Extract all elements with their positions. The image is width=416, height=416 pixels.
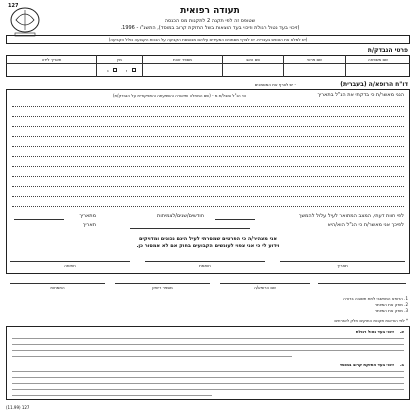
note-3: 3. מחק את המיותר bbox=[374, 308, 408, 313]
col-surname: שם משפחה bbox=[367, 57, 389, 62]
declaration-line-2: וידוע לי כי אני צפוי לעונשים הקבועים בחוק אם לא אמסור כן. bbox=[136, 243, 280, 249]
fill-instruction: (יש למלא את הטופס בעברית. יש לצרף מסמכים המעידים עליהם מבוססת הקביעה על הנכות הקבועה כולל הקביעה) bbox=[108, 37, 308, 42]
stamp-label: חותמת bbox=[199, 263, 211, 268]
form-number: 127 bbox=[8, 3, 19, 9]
id-number-field[interactable] bbox=[144, 64, 221, 76]
emblem-icon bbox=[8, 6, 42, 38]
col-gender: מין bbox=[117, 57, 122, 62]
col-birth-date: תאריך לידה bbox=[41, 57, 62, 62]
page-title: תעודה רפואית bbox=[180, 6, 240, 16]
para-b-title: ב. bbox=[400, 362, 404, 367]
birth-date-field[interactable] bbox=[8, 64, 95, 76]
subtitle-law: (זיכוי בעד נטול רגולת וזיכוי בעד הוצאות בשל החזקת קרוב במוסד), התשנ"ו - 1996. bbox=[120, 25, 300, 31]
patient-section-heading: פרטי הנבדק/ת bbox=[367, 47, 408, 54]
signature-label: חתימה bbox=[64, 263, 76, 268]
declaration-line-1: אני מצהיר/ה כי הפרטים שמסרתי לעיל הינם נכונים ומדויקים bbox=[138, 236, 278, 242]
duration-options: חודשים/שנים/לצמיתות bbox=[157, 213, 204, 219]
license-label: מספר רישיון bbox=[152, 285, 173, 290]
col-first-name: שם פרטי bbox=[306, 57, 322, 62]
confirmation-statement: לפיכך אני מאשר/ת כי הנ"ל הוא/היא bbox=[327, 222, 404, 228]
father-name-field[interactable] bbox=[224, 64, 282, 76]
form-code: (11.99) 127 bbox=[6, 405, 30, 410]
exam-statement: הנני מאשר/ת כי בדקתי את הנ"ל בתאריך bbox=[317, 92, 404, 98]
condition-statement: וכי הנ"ל סובל/ת מ - (שם המחלה ותיאורה והשפעתה והתפקודית על הנבדק/ת) bbox=[112, 93, 246, 98]
specialty-label: התמחות bbox=[50, 285, 65, 290]
from-date-label: מתאריך bbox=[79, 213, 96, 219]
doctor-section-heading: דו"ח הרופא/ה (בעברית) bbox=[340, 81, 408, 88]
col-father-name: שם האב bbox=[245, 57, 261, 62]
gender-male-checkbox[interactable] bbox=[132, 68, 136, 72]
date-label: תאריך bbox=[337, 263, 348, 268]
para-b-heading: זיכוי בעד החזקת קרוב במוסד bbox=[339, 362, 394, 367]
gender-female-label: נ bbox=[107, 68, 109, 73]
doctor-section-note: - יש לצרף את המסמכים bbox=[254, 82, 296, 87]
gender-male-label: ז bbox=[126, 68, 128, 73]
surname-field[interactable] bbox=[347, 64, 409, 76]
confirmation-date-label: תאריך bbox=[82, 222, 96, 228]
doctor-name-label: שם הרופא/ה bbox=[254, 285, 276, 290]
condition-description-field[interactable] bbox=[12, 98, 404, 208]
subtitle-regulation: שטופס זה לפי תקנה 2 לתקנות מס הכנסה bbox=[164, 18, 256, 24]
para-a-heading: זיכוי בעד נטול רגולת bbox=[355, 329, 394, 334]
gender-female-checkbox[interactable] bbox=[113, 68, 117, 72]
note-2: 2. מחק את המיותר bbox=[374, 302, 408, 307]
para-a-title: א. bbox=[399, 329, 404, 334]
col-id-number: מספר זהות bbox=[172, 57, 193, 62]
first-name-field[interactable] bbox=[285, 64, 344, 76]
note-1: 1. הרופא המחשבי לתת תשובה ברורה bbox=[343, 296, 408, 301]
regulations-notice: * לפי הוראות תקנות החוקים חלק לאזרחים bbox=[334, 318, 408, 323]
prognosis-statement: לפי חוות דעתי, המצב המתואר לעיל עלול להמשך bbox=[298, 213, 404, 219]
